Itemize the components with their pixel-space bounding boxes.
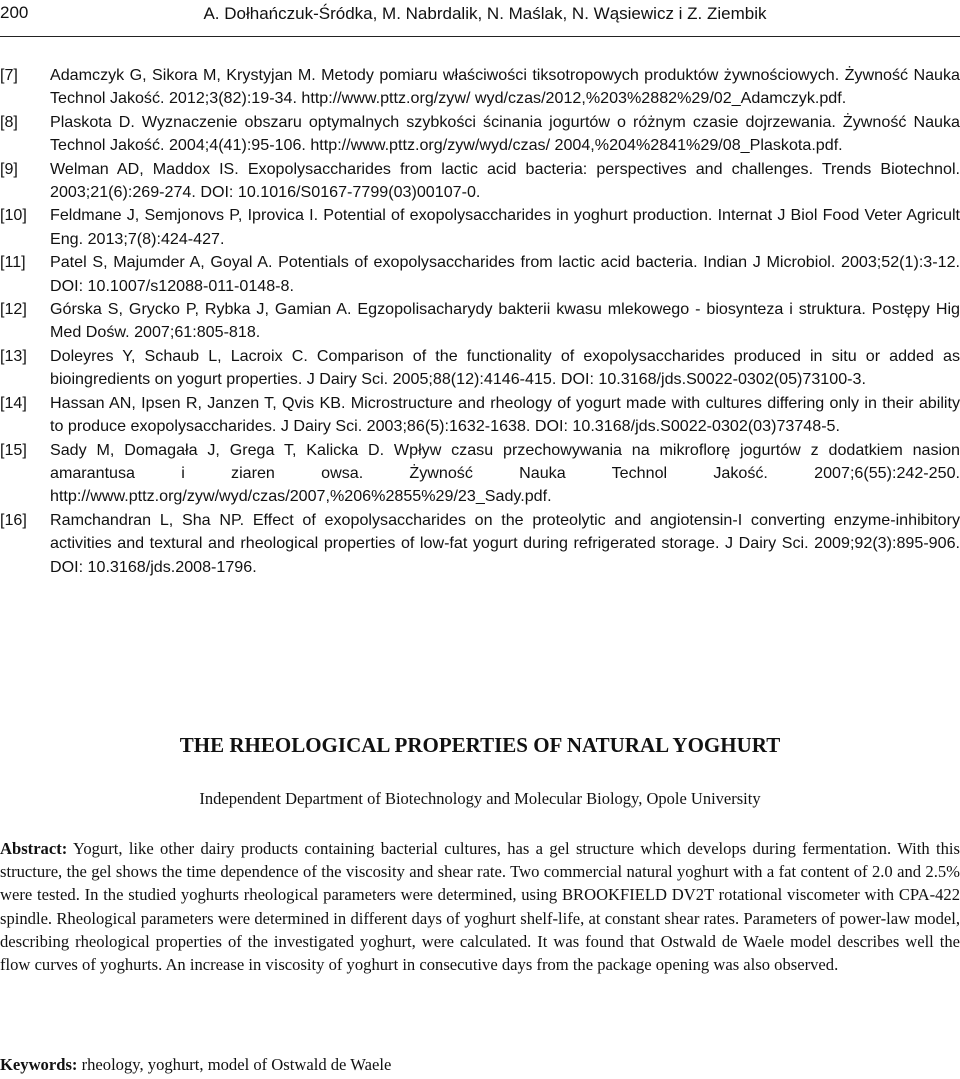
reference-number: [12] <box>0 300 27 319</box>
reference-number: [13] <box>0 346 27 365</box>
reference-item <box>0 204 960 251</box>
reference-item <box>0 111 960 158</box>
page-header <box>0 0 960 37</box>
reference-item <box>0 298 960 345</box>
keywords-label: Keywords: <box>0 1055 78 1074</box>
reference-text: Doleyres Y, Schaub L, Lacroix C. Comparison of the functionality of exopolysaccharides produced in situ or added as bioingredients on yogurt properties. J Dairy Sci. 2005;88(12):4146-415. DOI: 10.3168/jds.S0022-0302(05)73100-3. <box>50 346 960 389</box>
reference-item <box>0 251 960 298</box>
article-affiliation: Independent Department of Biotechnology and Molecular Biology, Opole University <box>199 789 761 808</box>
reference-text: Adamczyk G, Sikora M, Krystyjan M. Metody pomiaru właściwości tiksotropowych produktów żywnościowych. Żywność Nauka Technol Jakość. 2012;3(82):19-34. http://www.pttz.org/zyw/ wyd/czas/2012,%203%2882%29/02_Adamczyk.pdf. <box>50 66 960 108</box>
running-head: A. Dołhańczuk-Śródka, M. Nabrdalik, N. Maślak, N. Wąsiewicz i Z. Ziembik <box>203 4 767 23</box>
reference-text: Sady M, Domagała J, Grega T, Kalicka D. Wpływ czasu przechowywania na mikroflorę jogurtów z dodatkiem nasion amarantusa i ziaren owsa. Żywność Nauka Technol Jakość. 2007;6(55):242-250. http://www.pttz.org/zyw/wyd/czas/2007,%206%2855%29/23_Sady.pdf. <box>50 440 960 506</box>
reference-number: [11] <box>0 253 26 272</box>
reference-text: Feldmane J, Semjonovs P, Iprovica I. Potential of exopolysaccharides in yoghurt production. Internat J Biol Food Veter Agricult Eng. 2013;7(8):424-427. <box>50 206 960 248</box>
keywords-text: rheology, yoghurt, model of Ostwald de Waele <box>77 1055 392 1074</box>
reference-list <box>0 64 960 579</box>
article-title: THE RHEOLOGICAL PROPERTIES OF NATURAL YOGHURT <box>179 733 781 757</box>
reference-number: [8] <box>0 112 18 131</box>
reference-number: [9] <box>0 159 18 178</box>
reference-text: Plaskota D. Wyznaczenie obszaru optymalnych szybkości ścinania jogurtów o różnym czasie dojrzewania. Żywność Nauka Technol Jakość. 2004;4(41):95-106. http://www.pttz.org/zyw/wyd/czas/ 2004,%204%2841%29/08_Plaskota.pdf. <box>50 112 960 155</box>
reference-number: [14] <box>0 393 27 412</box>
reference-text: Welman AD, Maddox IS. Exopolysaccharides from lactic acid bacteria: perspectives and challenges. Trends Biotechnol. 2003;21(6):269-274. DOI: 10.1016/S0167-7799(03)00107-0. <box>50 159 960 202</box>
reference-item <box>0 439 960 509</box>
reference-number: [16] <box>0 510 27 529</box>
reference-item <box>0 64 960 111</box>
page-number: 200 <box>0 3 29 22</box>
keywords <box>0 1054 960 1076</box>
reference-number: [15] <box>0 440 27 459</box>
reference-number: [10] <box>0 206 27 225</box>
reference-text: Górska S, Grycko P, Rybka J, Gamian A. Egzopolisacharydy bakterii kwasu mlekowego - biosynteza i struktura. Postępy Hig Med Dośw. 2007;61:805-818. <box>50 300 960 342</box>
reference-item <box>0 392 960 439</box>
reference-text: Ramchandran L, Sha NP. Effect of exopolysaccharides on the proteolytic and angiotensin-I converting enzyme-inhibitory activities and textural and rheological properties of low-fat yogurt during refrigerated storage. J Dairy Sci. 2009;92(3):895-906. DOI: 10.3168/jds.2008-1796. <box>50 510 960 576</box>
reference-item <box>0 345 960 392</box>
reference-item <box>0 509 960 579</box>
reference-text: Patel S, Majumder A, Goyal A. Potentials of exopolysaccharides from lactic acid bacteria. Indian J Microbiol. 2003;52(1):3-12. DOI: 10.1007/s12088-011-0148-8. <box>50 253 960 295</box>
abstract-label: Abstract: <box>0 839 68 858</box>
reference-item <box>0 158 960 205</box>
abstract-text: Yogurt, like other dairy products containing bacterial cultures, has a gel structure which develops during fermentation. With this structure, the gel shows the time dependence of the viscosity and shear rate. Two commercial natural yoghurt with a fat content of 2.0 and 2.5% were tested. In the studied yoghurts rheological parameters were determined, using BROOKFIELD DV2T rotational viscometer with CPA-422 spindle. Rheological parameters were determined in different days of yoghurt shelf-life, at constant shear rates. Parameters of power-law model, describing rheological properties of the investigated yoghurt, were calculated. It was found that Ostwald de Waele model describes well the flow curves of yoghurts. An increase in viscosity of yoghurt in consecutive days from the package opening was also observed. <box>0 839 960 975</box>
reference-text: Hassan AN, Ipsen R, Janzen T, Qvis KB. Microstructure and rheology of yogurt made with cultures differing only in their ability to produce exopolysaccharides. J Dairy Sci. 2003;86(5):1632-1638. DOI: 10.3168/jds.S0022-0302(03)73748-5. <box>50 393 960 436</box>
reference-number: [7] <box>0 66 18 84</box>
abstract <box>0 837 960 976</box>
